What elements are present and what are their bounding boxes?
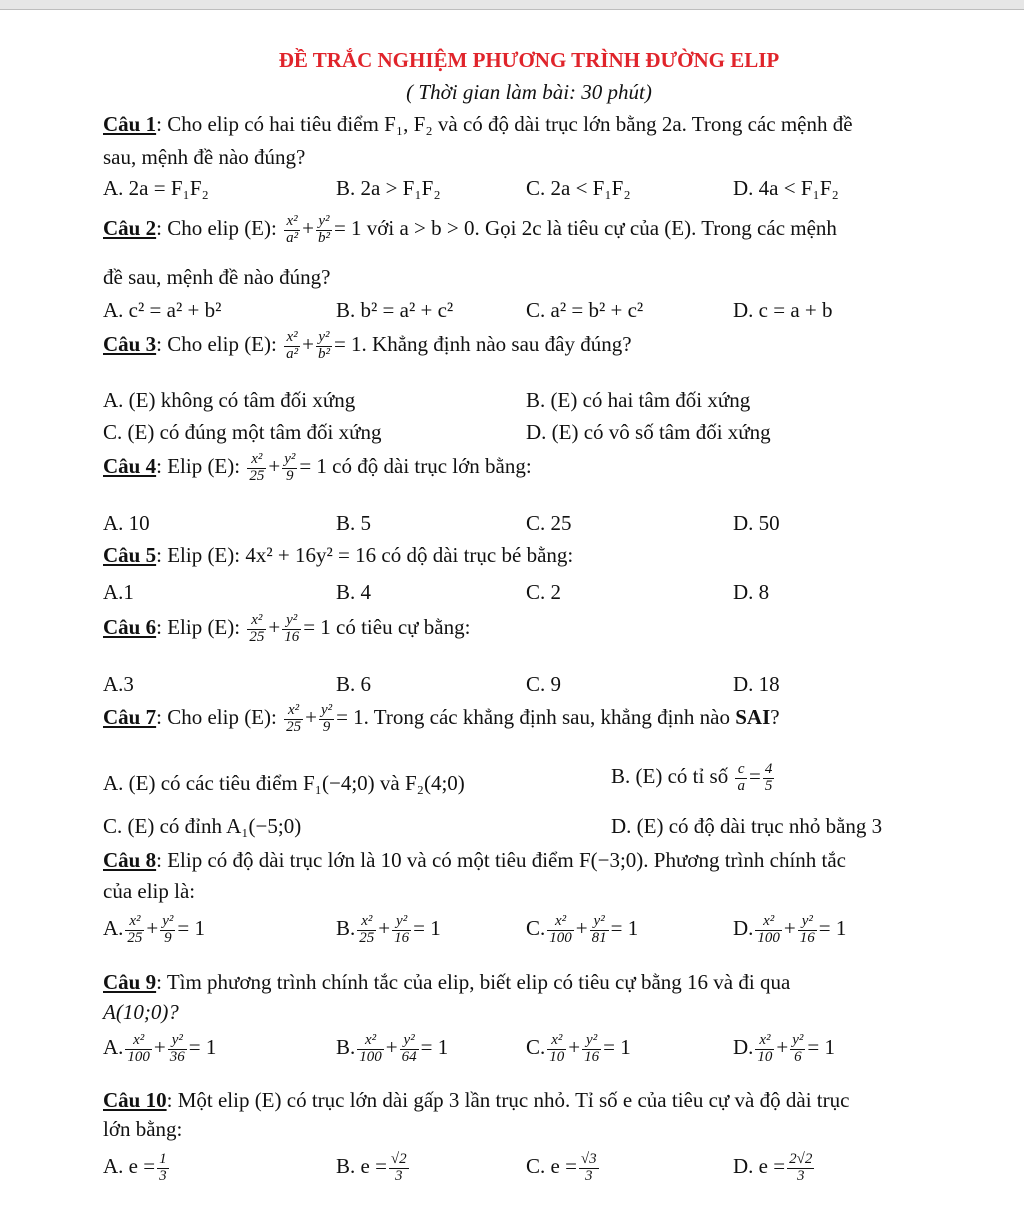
q7-label: Câu 7: [103, 705, 157, 730]
q1-label: Câu 1: [103, 112, 157, 136]
q5-option-a: A.1: [103, 580, 134, 604]
q7-post: = 1. Trong các khẳng định sau, khẳng định nào: [336, 705, 730, 730]
q6-frac-x: $\frac{\text{x²}}{25}$: [249, 612, 265, 645]
q4-post: = 1 có độ dài trục lớn bằng:: [299, 454, 532, 479]
q8-option-d: D. $\frac{\text{x²}}{100}$ + $\frac{\text{y²}}{16}$ = 1: [733, 913, 847, 946]
q2-frac-x: $\frac{\text{x²}}{\text{a²}}$: [286, 213, 299, 246]
q1-option-c: C. 2a < F₁F₂: [526, 176, 631, 200]
q3-option-a: A. (E) không có tâm đối xứng: [103, 388, 356, 412]
q10-label: Câu 10: [103, 1088, 167, 1112]
q9-line2: A(10;0)?: [103, 1000, 179, 1024]
q10-option-a: A. e = $\frac{1}{3}$: [103, 1151, 167, 1184]
q1-line1: [103, 112, 853, 136]
q9-option-c: C. $\frac{\text{x²}}{10}$ + $\frac{\text{y²}}{16}$ = 1: [526, 1032, 631, 1065]
q8-line2: của elip là:: [103, 879, 196, 903]
q4-frac-x: $\frac{\text{x²}}{25}$: [249, 451, 265, 484]
q7-frac-x: $\frac{\text{x²}}{25}$: [286, 702, 302, 735]
q6-label: Câu 6: [103, 615, 157, 640]
q7-frac-45: $\frac{4}{5}$: [764, 761, 773, 794]
q2-line1: Câu 2: Cho elip (E): $\frac{\text{x²}}{\text{a²}}$ + $\frac{\text{y²}}{\text{b²}}$ = 1 với a > b > 0. Gọi 2c là tiêu cự của (E). Trong các mệnh: [103, 213, 837, 246]
q2-pre: : Cho elip (E):: [156, 216, 277, 241]
q6-pre: : Elip (E):: [156, 615, 241, 640]
q3-frac-y: $\frac{\text{y²}}{\text{b²}}$: [317, 329, 330, 362]
q8-option-c: C. $\frac{\text{x²}}{100}$ + $\frac{\text{y²}}{81}$ = 1: [526, 913, 639, 946]
q4-option-a: A. 10: [103, 511, 150, 535]
q10-option-b: B. e = $\frac{√2}{3}$: [336, 1151, 407, 1184]
q7-line1: Câu 7: Cho elip (E): $\frac{\text{x²}}{25}$ + $\frac{\text{y²}}{9}$ = 1. Trong các khẳng định sau, khẳng định nào SAI?: [103, 702, 780, 735]
q9-text: : Tìm phương trình chính tắc của elip, biết elip có tiêu cự bằng 16 và đi qua: [156, 970, 791, 994]
q7-option-d: D. (E) có độ dài trục nhỏ bằng 3: [611, 814, 883, 838]
q1-line2: sau, mệnh đề nào đúng?: [103, 145, 306, 169]
q4-option-b: B. 5: [336, 511, 372, 535]
q2-post: = 1 với a > b > 0. Gọi 2c là tiêu cự của (E). Trong các mệnh: [333, 216, 837, 241]
q8-option-a: A. $\frac{\text{x²}}{25}$ + $\frac{\text{y²}}{9}$ = 1: [103, 913, 206, 946]
q3-option-c: C. (E) có đúng một tâm đối xứng: [103, 420, 382, 444]
q9-line1: [103, 970, 790, 994]
q3-line1: Câu 3: Cho elip (E): $\frac{\text{x²}}{\text{a²}}$ + $\frac{\text{y²}}{\text{b²}}$ = 1. Khẳng định nào sau đây đúng?: [103, 329, 632, 362]
q3-option-d: D. (E) có vô số tâm đối xứng: [526, 420, 771, 444]
q2-option-a: A. c² = a² + b²: [103, 298, 222, 322]
q4-option-c: C. 25: [526, 511, 572, 535]
viewer-top-bar: [0, 0, 1024, 10]
q7-option-a: A. (E) có các tiêu điểm F₁(−4;0) và F₂(4;0): [103, 771, 465, 795]
q8-text: : Elip có độ dài trục lớn là 10 và có một tiêu điểm F(−3;0). Phương trình chính tắc: [156, 848, 847, 872]
q5-option-c: C. 2: [526, 580, 562, 604]
q2-option-b: B. b² = a² + c²: [336, 298, 454, 322]
q9-option-a: A. $\frac{\text{x²}}{100}$ + $\frac{\text{y²}}{36}$ = 1: [103, 1032, 217, 1065]
q5-line1: [103, 543, 573, 567]
q2-frac-y: $\frac{\text{y²}}{\text{b²}}$: [317, 213, 330, 246]
q2-option-c: C. a² = b² + c²: [526, 298, 644, 322]
q4-frac-y: $\frac{\text{y²}}{9}$: [284, 451, 296, 484]
q7-frac-y: $\frac{\text{y²}}{9}$: [320, 702, 333, 735]
q7-frac-ca: $\frac{c}{a}$: [737, 761, 745, 794]
q7-option-c: C. (E) có đỉnh A₁(−5;0): [103, 814, 302, 838]
page-subtitle: ( Thời gian làm bài: 30 phút): [406, 80, 652, 104]
page-title: ĐỀ TRẮC NGHIỆM PHƯƠNG TRÌNH ĐƯỜNG ELIP: [278, 48, 780, 72]
q3-pre: : Cho elip (E):: [156, 332, 277, 357]
q10-option-d: D. e = $\frac{2√2}{3}$: [733, 1151, 813, 1184]
q9-label: Câu 9: [103, 970, 157, 994]
q6-option-d: D. 18: [733, 672, 780, 696]
q10-line1: [103, 1088, 849, 1112]
q10-text: : Một elip (E) có trục lớn dài gấp 3 lần trục nhỏ. Tỉ số e của tiêu cự và độ dài trục: [166, 1088, 850, 1112]
q6-line1: Câu 6: Elip (E): $\frac{\text{x²}}{25}$ + $\frac{\text{y²}}{16}$ = 1 có tiêu cự bằng:: [103, 612, 471, 645]
q9-option-d: D. $\frac{\text{x²}}{10}$ + $\frac{\text{y²}}{6}$ = 1: [733, 1032, 836, 1065]
q2-option-d: D. c = a + b: [733, 298, 833, 322]
q4-label: Câu 4: [103, 454, 157, 479]
q3-label: Câu 3: [103, 332, 157, 357]
q1-option-a: A. 2a = F₁F₂: [103, 176, 209, 200]
q7-pre: : Cho elip (E):: [156, 705, 277, 730]
q5-option-b: B. 4: [336, 580, 372, 604]
q7-option-b: B. (E) có tỉ số $\frac{c}{a}$ = $\frac{4}{5}$: [611, 761, 773, 794]
q7-bold: SAI: [735, 705, 771, 730]
q4-pre: : Elip (E):: [156, 454, 241, 479]
q3-post: = 1. Khẳng định nào sau đây đúng?: [333, 332, 632, 357]
q6-frac-y: $\frac{\text{y²}}{16}$: [284, 612, 300, 645]
q2-label: Câu 2: [103, 216, 157, 241]
q8-label: Câu 8: [103, 848, 157, 872]
q5-option-d: D. 8: [733, 580, 770, 604]
q5-text: : Elip (E): 4x² + 16y² = 16 có dộ dài trục bé bằng:: [156, 543, 574, 567]
q8-option-b: B. $\frac{\text{x²}}{25}$ + $\frac{\text{y²}}{16}$ = 1: [336, 913, 441, 946]
q1-option-b: B. 2a > F₁F₂: [336, 176, 441, 200]
q6-option-b: B. 6: [336, 672, 372, 696]
q3-option-b: B. (E) có hai tâm đối xứng: [526, 388, 751, 412]
q8-line1: [103, 848, 846, 872]
q5-label: Câu 5: [103, 543, 157, 567]
q10-line2: lớn bằng:: [103, 1117, 183, 1141]
q1-option-d: D. 4a < F₁F₂: [733, 176, 839, 200]
q9-option-b: B. $\frac{\text{x²}}{100}$ + $\frac{\text{y²}}{64}$ = 1: [336, 1032, 449, 1065]
q10-option-c: C. e = $\frac{√3}{3}$: [526, 1151, 597, 1184]
q4-option-d: D. 50: [733, 511, 780, 535]
q6-option-c: C. 9: [526, 672, 562, 696]
q2-line2: đề sau, mệnh đề nào đúng?: [103, 265, 331, 289]
q4-line1: Câu 4: Elip (E): $\frac{\text{x²}}{25}$ + $\frac{\text{y²}}{9}$ = 1 có độ dài trục lớn bằng:: [103, 451, 532, 484]
q1-text: : Cho elip có hai tiêu điểm F₁, F₂ và có độ dài trục lớn bằng 2a. Trong các mệnh đề: [156, 112, 853, 136]
q3-frac-x: $\frac{\text{x²}}{\text{a²}}$: [286, 329, 299, 362]
q6-post: = 1 có tiêu cự bằng:: [303, 615, 471, 640]
q6-option-a: A.3: [103, 672, 134, 696]
